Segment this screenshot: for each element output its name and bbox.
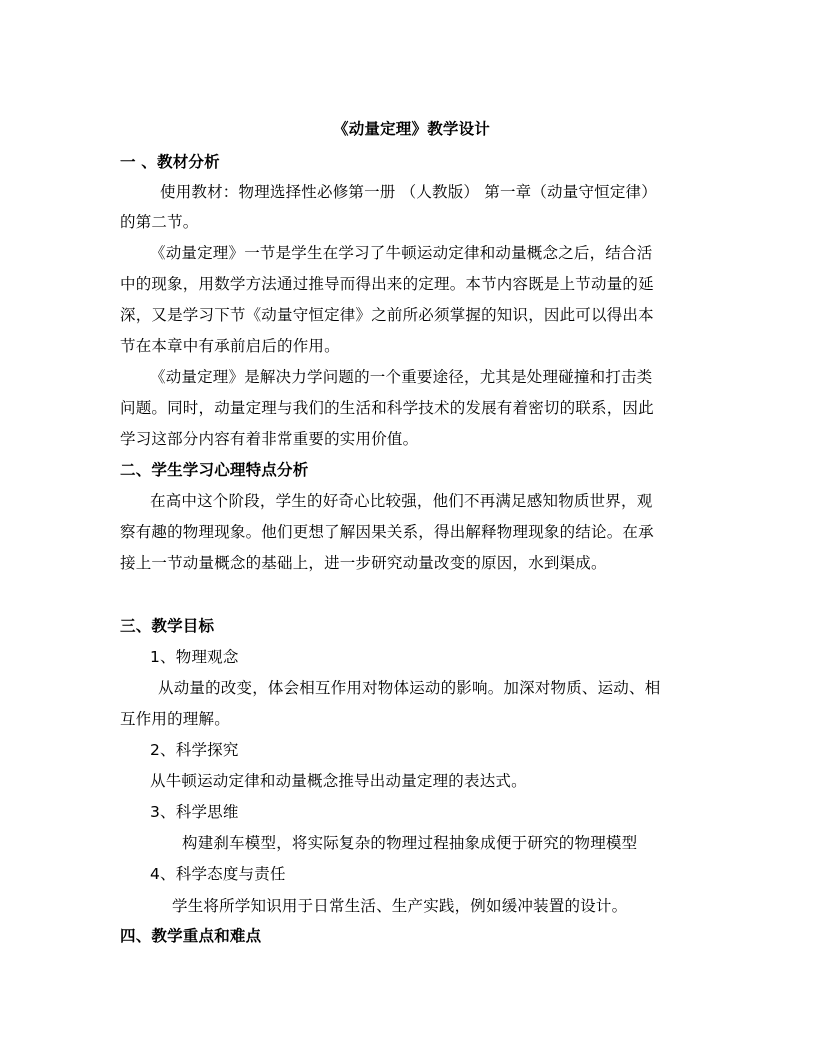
goal-1-label: 1、物理观念 [150, 648, 239, 666]
paragraph-line: 深，又是学习下节《动量守恒定律》之前所必须掌握的知识，因此可以得出本 [120, 306, 654, 324]
paragraph-line: 问题。同时，动量定理与我们的生活和科学技术的发展有着密切的联系，因此 [120, 399, 654, 417]
paragraph-line: 互作用的理解。 [120, 710, 230, 728]
paragraph-line: 《动量定理》一节是学生在学习了牛顿运动定律和动量概念之后，结合活 [150, 244, 653, 262]
paragraph-line: 学习这部分内容有着非常重要的实用价值。 [120, 430, 419, 448]
paragraph-line: 《动量定理》是解决力学问题的一个重要途径，尤其是处理碰撞和打击类 [150, 368, 653, 386]
paragraph-line: 从牛顿运动定律和动量概念推导出动量定理的表达式。 [150, 772, 527, 790]
paragraph-line: 察有趣的物理现象。他们更想了解因果关系，得出解释物理现象的结论。在承 [120, 523, 654, 541]
paragraph-line: 节在本章中有承前启后的作用。 [120, 337, 340, 355]
goal-2-label: 2、科学探究 [150, 741, 239, 759]
paragraph-line: 构建刹车模型，将实际复杂的物理过程抽象成便于研究的物理模型 [182, 834, 638, 852]
section-3-heading: 三、教学目标 [120, 617, 215, 635]
section-4-heading: 四、教学重点和难点 [120, 927, 262, 945]
paragraph-line: 的第二节。 [120, 213, 199, 231]
paragraph-line: 中的现象，用数学方法通过推导而得出来的定理。本节内容既是上节动量的延 [120, 275, 654, 293]
document-title: 《动量定理》教学设计 [333, 120, 491, 138]
paragraph-line: 接上一节动量概念的基础上，进一步研究动量改变的原因，水到渠成。 [120, 554, 607, 572]
section-1-heading: 一 、教材分析 [120, 153, 220, 171]
paragraph-line: 学生将所学知识用于日常生活、生产实践，例如缓冲装置的设计。 [172, 897, 628, 915]
paragraph-line: 使用教材：物理选择性必修第一册 （人教版） 第一章（动量守恒定律） [160, 183, 657, 201]
goal-3-label: 3、科学思维 [150, 803, 239, 821]
paragraph-line: 在高中这个阶段，学生的好奇心比较强，他们不再满足感知物质世界，观 [150, 492, 653, 510]
section-2-heading: 二、学生学习心理特点分析 [120, 461, 309, 479]
paragraph-line: 从动量的改变，体会相互作用对物体运动的影响。加深对物质、运动、相 [158, 679, 661, 697]
goal-4-label: 4、科学态度与责任 [150, 865, 286, 883]
